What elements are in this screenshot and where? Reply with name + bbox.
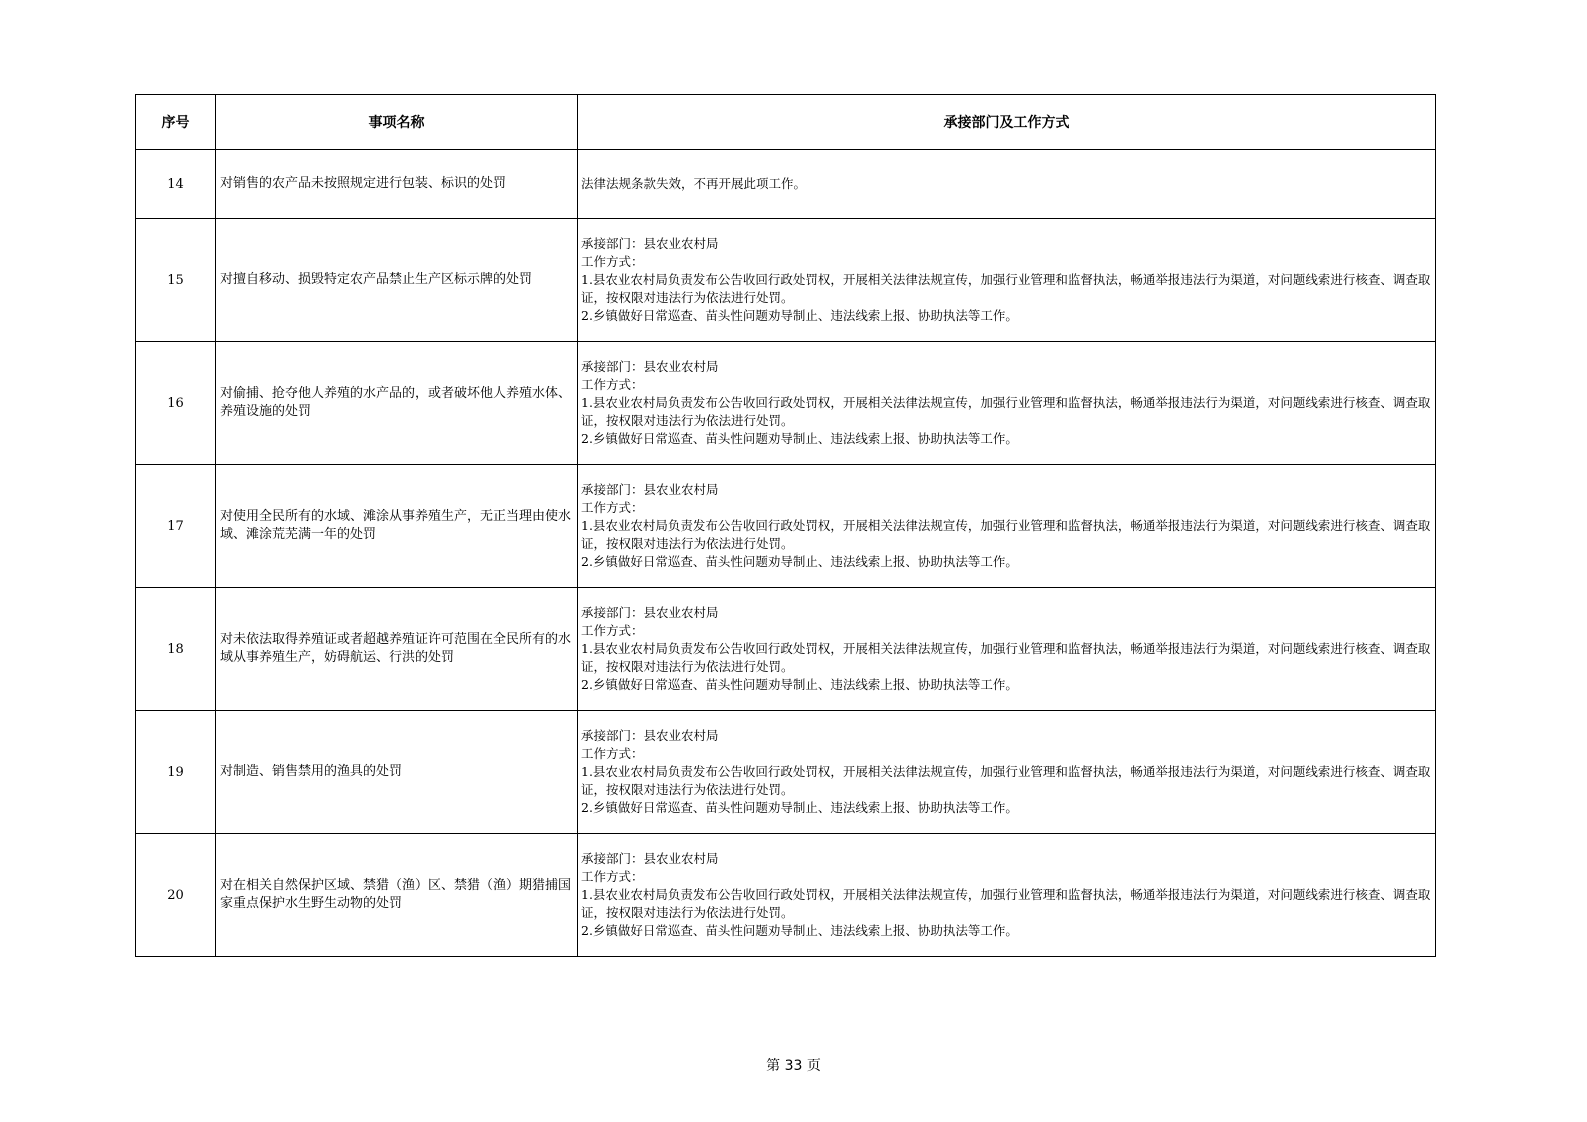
- header-department-method: 承接部门及工作方式: [578, 95, 1436, 150]
- department-method-line: 2.乡镇做好日常巡查、苗头性问题劝导制止、违法线索上报、协助执法等工作。: [581, 554, 1018, 569]
- department-method-line: 承接部门：县农业农村局: [581, 236, 719, 251]
- department-method-line: 1.县农业农村局负责发布公告收回行政处罚权，开展相关法律法规宣传，加强行业管理和监督执法，畅通举报违法行为渠道，对问题线索进行核查、调查取证，按权限对违法行为依法进行处罚。: [581, 395, 1431, 428]
- department-method-line: 1.县农业农村局负责发布公告收回行政处罚权，开展相关法律法规宣传，加强行业管理和监督执法，畅通举报违法行为渠道，对问题线索进行核查、调查取证，按权限对违法行为依法进行处罚。: [581, 887, 1431, 920]
- department-method-line: 工作方式：: [581, 869, 644, 884]
- table-row: [136, 219, 1436, 342]
- cell-department-method: [578, 219, 1436, 342]
- table-row: [136, 342, 1436, 465]
- department-method-line: 工作方式：: [581, 623, 644, 638]
- department-method-line: 2.乡镇做好日常巡查、苗头性问题劝导制止、违法线索上报、协助执法等工作。: [581, 800, 1018, 815]
- department-method-line: 2.乡镇做好日常巡查、苗头性问题劝导制止、违法线索上报、协助执法等工作。: [581, 677, 1018, 692]
- cell-department-method: [578, 342, 1436, 465]
- cell-department-method: [578, 465, 1436, 588]
- department-method-line: 承接部门：县农业农村局: [581, 359, 719, 374]
- department-method-line: 工作方式：: [581, 254, 644, 269]
- cell-department-method: [578, 150, 1436, 219]
- table-row: [136, 465, 1436, 588]
- cell-matter-name: 对在相关自然保护区域、禁猎（渔）区、禁猎（渔）期猎捕国家重点保护水生野生动物的处罚: [216, 834, 578, 957]
- cell-matter-name: 对销售的农产品未按照规定进行包装、标识的处罚: [216, 150, 578, 219]
- cell-matter-name: 对使用全民所有的水域、滩涂从事养殖生产，无正当理由使水域、滩涂荒芜满一年的处罚: [216, 465, 578, 588]
- cell-serial-number: 16: [136, 342, 216, 465]
- cell-serial-number: 20: [136, 834, 216, 957]
- cell-matter-name: 对未依法取得养殖证或者超越养殖证许可范围在全民所有的水域从事养殖生产，妨碍航运、行洪的处罚: [216, 588, 578, 711]
- cell-serial-number: 18: [136, 588, 216, 711]
- header-matter-name: 事项名称: [216, 95, 578, 150]
- department-method-line: 承接部门：县农业农村局: [581, 851, 719, 866]
- table-row: [136, 588, 1436, 711]
- table-row: [136, 711, 1436, 834]
- department-method-line: 工作方式：: [581, 377, 644, 392]
- cell-department-method: [578, 834, 1436, 957]
- department-method-line: 1.县农业农村局负责发布公告收回行政处罚权，开展相关法律法规宣传，加强行业管理和监督执法，畅通举报违法行为渠道，对问题线索进行核查、调查取证，按权限对违法行为依法进行处罚。: [581, 272, 1431, 305]
- department-method-line: 承接部门：县农业农村局: [581, 728, 719, 743]
- department-method-line: 2.乡镇做好日常巡查、苗头性问题劝导制止、违法线索上报、协助执法等工作。: [581, 431, 1018, 446]
- matters-table: [135, 94, 1436, 957]
- cell-department-method: [578, 588, 1436, 711]
- cell-serial-number: 14: [136, 150, 216, 219]
- cell-serial-number: 19: [136, 711, 216, 834]
- department-method-line: 2.乡镇做好日常巡查、苗头性问题劝导制止、违法线索上报、协助执法等工作。: [581, 308, 1018, 323]
- department-method-line: 1.县农业农村局负责发布公告收回行政处罚权，开展相关法律法规宣传，加强行业管理和监督执法，畅通举报违法行为渠道，对问题线索进行核查、调查取证，按权限对违法行为依法进行处罚。: [581, 764, 1431, 797]
- department-method-line: 工作方式：: [581, 500, 644, 515]
- header-serial-number: 序号: [136, 95, 216, 150]
- cell-matter-name: 对制造、销售禁用的渔具的处罚: [216, 711, 578, 834]
- page-number: 第 33 页: [766, 1058, 821, 1074]
- cell-department-method: [578, 711, 1436, 834]
- department-method-line: 2.乡镇做好日常巡查、苗头性问题劝导制止、违法线索上报、协助执法等工作。: [581, 923, 1018, 938]
- cell-matter-name: 对擅自移动、损毁特定农产品禁止生产区标示牌的处罚: [216, 219, 578, 342]
- department-method-line: 法律法规条款失效，不再开展此项工作。: [581, 176, 807, 191]
- cell-serial-number: 17: [136, 465, 216, 588]
- department-method-line: 工作方式：: [581, 746, 644, 761]
- cell-matter-name: 对偷捕、抢夺他人养殖的水产品的，或者破坏他人养殖水体、养殖设施的处罚: [216, 342, 578, 465]
- department-method-line: 承接部门：县农业农村局: [581, 605, 719, 620]
- department-method-line: 1.县农业农村局负责发布公告收回行政处罚权，开展相关法律法规宣传，加强行业管理和监督执法，畅通举报违法行为渠道，对问题线索进行核查、调查取证，按权限对违法行为依法进行处罚。: [581, 641, 1431, 674]
- cell-serial-number: 15: [136, 219, 216, 342]
- department-method-line: 1.县农业农村局负责发布公告收回行政处罚权，开展相关法律法规宣传，加强行业管理和监督执法，畅通举报违法行为渠道，对问题线索进行核查、调查取证，按权限对违法行为依法进行处罚。: [581, 518, 1431, 551]
- table-row: [136, 150, 1436, 219]
- department-method-line: 承接部门：县农业农村局: [581, 482, 719, 497]
- table-row: [136, 834, 1436, 957]
- table-header-row: [136, 95, 1436, 150]
